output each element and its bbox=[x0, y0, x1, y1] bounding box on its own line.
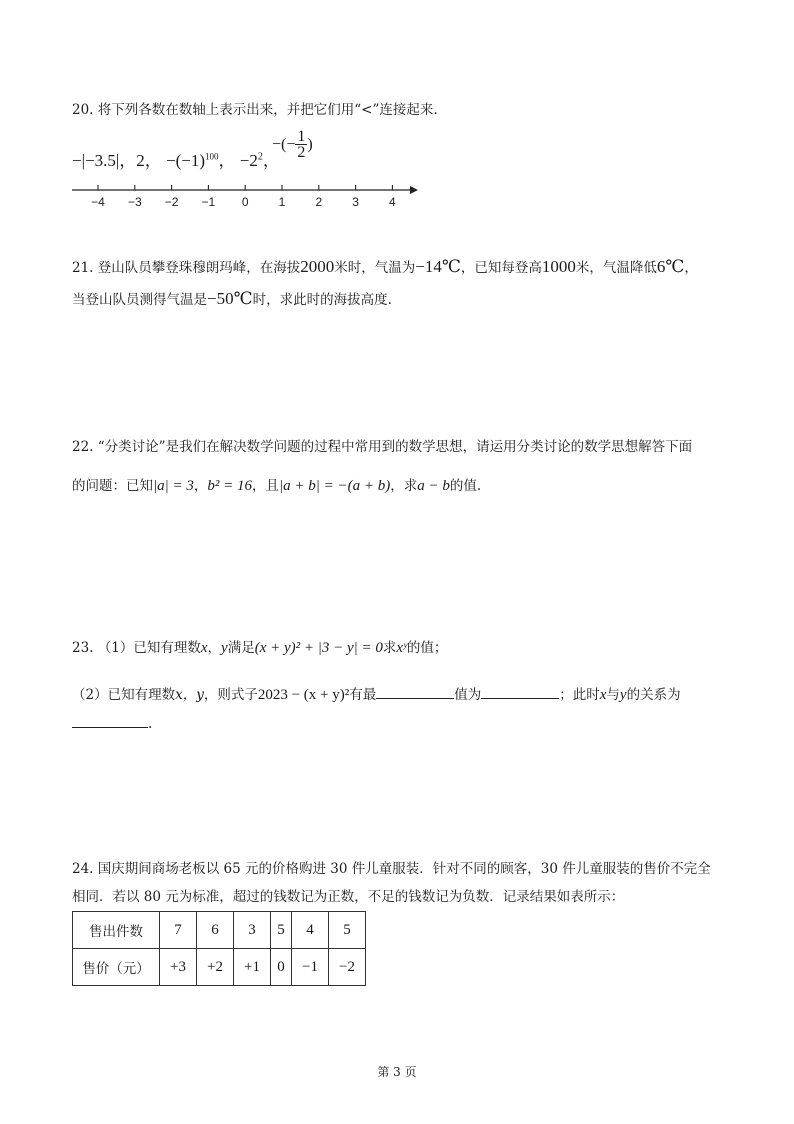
q24-row1-header: 售出件数 bbox=[73, 912, 160, 949]
q23-text-k: 与 bbox=[606, 687, 620, 703]
q23-text-c: 满足 bbox=[227, 640, 255, 656]
number-line-tick-label: −2 bbox=[164, 195, 179, 209]
q23-text-i: 值为 bbox=[454, 687, 482, 703]
table-row bbox=[73, 949, 366, 986]
q24-r2-c4: 0 bbox=[271, 949, 292, 986]
q20-n3-exponent: 100 bbox=[204, 151, 219, 162]
q22-line1: 22. “分类讨论”是我们在解决数学问题的过程中常用到的数学思想，请运用分类讨论的数学思想解答下面 bbox=[72, 439, 693, 455]
q23-blank-relation[interactable] bbox=[72, 713, 148, 728]
q23-part1 bbox=[72, 639, 447, 657]
q21-text-c: ，已知每登高 bbox=[460, 260, 542, 276]
q24-row2-header: 售价（元） bbox=[73, 949, 160, 986]
q20-comma3: ， bbox=[218, 151, 236, 170]
q23-part2 bbox=[72, 684, 681, 704]
q23-part2-end bbox=[72, 713, 152, 733]
q22-sep3: ，求 bbox=[390, 478, 418, 494]
q23-eq1: (x + y)² + |3 − y| = 0 bbox=[254, 640, 383, 656]
q20-comma2: ， bbox=[144, 151, 162, 170]
q21-text-g: 时，求此时的海拔高度. bbox=[252, 292, 392, 308]
q22-eq1: |a| = 3 bbox=[153, 478, 194, 494]
q21-altitude: 2000 bbox=[300, 257, 335, 276]
q23-text-h: 有最 bbox=[349, 687, 377, 703]
q23-blank-extreme[interactable] bbox=[376, 684, 454, 699]
q20-fraction-number bbox=[272, 129, 313, 160]
q21-temperature: −14℃ bbox=[415, 257, 461, 276]
q20-text: 20. 将下列各数在数轴上表示出来，并把它们用“<”连接起来. bbox=[72, 102, 438, 118]
q22-line2 bbox=[72, 477, 481, 495]
number-line-tick-label: 0 bbox=[241, 195, 249, 209]
q24-r1-c3: 3 bbox=[234, 912, 271, 949]
q24-r2-c6: −2 bbox=[329, 949, 366, 986]
q20-comma4: ， bbox=[262, 151, 280, 170]
q24-r2-c5: −1 bbox=[292, 949, 329, 986]
q23-eq2: 2023 − (x + y)² bbox=[257, 687, 350, 703]
q20-numbers bbox=[72, 146, 280, 171]
q23-vars: x，y bbox=[175, 687, 204, 703]
q20-comma1: ， bbox=[119, 151, 137, 170]
q24-line2: 相同．若以 80 元为标准，超过的钱数记为正数，不足的钱数记为负数．记录结果如表所示： bbox=[72, 889, 625, 905]
q20-n1: −|−3.5| bbox=[72, 151, 120, 170]
q24-r2-c3: +1 bbox=[234, 949, 271, 986]
q20-fraction-numerator: 1 bbox=[297, 128, 306, 145]
number-line-tick-label: 4 bbox=[389, 195, 396, 209]
q24-r1-c4: 5 bbox=[271, 912, 292, 949]
q21-text-d: 米，气温降低 bbox=[575, 260, 657, 276]
q23-text-d: 求 bbox=[382, 640, 397, 656]
q22-sep1: ， bbox=[193, 478, 208, 494]
q20-fraction bbox=[295, 129, 307, 160]
q22-text-a: 的问题：已知 bbox=[72, 478, 153, 494]
q23-text-b: ， bbox=[207, 640, 222, 656]
number-line-tick-label: 1 bbox=[278, 195, 286, 209]
q23-xy: xʸ bbox=[396, 640, 407, 656]
q24-record-table bbox=[72, 911, 366, 986]
q21-text-a: 21. 登山队员攀登珠穆朗玛峰，在海拔 bbox=[72, 260, 301, 276]
table-row bbox=[73, 912, 366, 949]
q24-r2-c1: +3 bbox=[160, 949, 197, 986]
q24-r1-c2: 6 bbox=[197, 912, 234, 949]
q23-blank-value[interactable] bbox=[481, 684, 559, 699]
q24-r1-c6: 5 bbox=[329, 912, 366, 949]
page-number: 第 3 页 bbox=[377, 1065, 417, 1079]
q21-line2 bbox=[72, 290, 392, 309]
q20-n3: −(−1) bbox=[165, 151, 205, 170]
q24-r1-c5: 4 bbox=[292, 912, 329, 949]
q23-var-y2: y bbox=[619, 687, 627, 703]
q23-text-e: 的值； bbox=[406, 640, 448, 656]
q24-r2-c2: +2 bbox=[197, 949, 234, 986]
q23-text-j: ；此时 bbox=[559, 687, 600, 703]
q22-eq4: a − b bbox=[417, 478, 450, 494]
q21-text-e: ， bbox=[684, 260, 698, 276]
q23-var-y: y bbox=[221, 640, 228, 656]
q20-fraction-denominator: 2 bbox=[297, 144, 306, 161]
number-line-arrow-icon bbox=[410, 186, 418, 194]
q22-eq3: |a + b| = −(a + b) bbox=[279, 478, 391, 494]
number-line-tick-label: −1 bbox=[201, 195, 216, 209]
q20-n2: 2 bbox=[136, 151, 145, 170]
q23-text-g: ，则式子 bbox=[203, 687, 258, 703]
q22-sep2: ，且 bbox=[252, 478, 279, 494]
q24-line1: 24. 国庆期间商场老板以 65 元的价格购进 30 件儿童服装．针对不同的顾客，30 件儿童服装的售价不完全 bbox=[72, 861, 711, 877]
number-line bbox=[60, 178, 430, 210]
q23-period: . bbox=[148, 716, 153, 732]
q23-text-a: 23. （1）已知有理数 bbox=[72, 640, 201, 656]
q20-n4: −2 bbox=[239, 151, 258, 170]
q23-text-f: （2）已知有理数 bbox=[72, 687, 176, 703]
q21-temperature2: −50℃ bbox=[207, 289, 253, 308]
q20-n4-exponent: 2 bbox=[257, 151, 263, 163]
number-line-tick-label: 2 bbox=[315, 195, 323, 209]
q22-eq2: b² = 16 bbox=[207, 478, 252, 494]
q22-text-b: 的值. bbox=[449, 478, 482, 494]
q21-drop: 6℃ bbox=[656, 257, 685, 276]
number-line-tick-label: −3 bbox=[127, 195, 142, 209]
q21-text-b: 米时，气温为 bbox=[334, 260, 416, 276]
q21-step: 1000 bbox=[541, 257, 576, 276]
q20-n5-pre: −(− bbox=[272, 135, 296, 153]
q23-text-l: 的关系为 bbox=[626, 687, 681, 703]
q21-text-f: 当登山队员测得气温是 bbox=[72, 292, 207, 308]
q23-var-x: x bbox=[200, 640, 208, 656]
q24-r1-c1: 7 bbox=[160, 912, 197, 949]
number-line-tick-label: 3 bbox=[352, 195, 359, 209]
number-line-ticks bbox=[91, 185, 396, 209]
q20-n5-post: ) bbox=[307, 135, 313, 153]
q23-var-x2: x bbox=[599, 687, 607, 703]
number-line-tick-label: −4 bbox=[91, 195, 105, 209]
q21-line1 bbox=[72, 258, 698, 277]
